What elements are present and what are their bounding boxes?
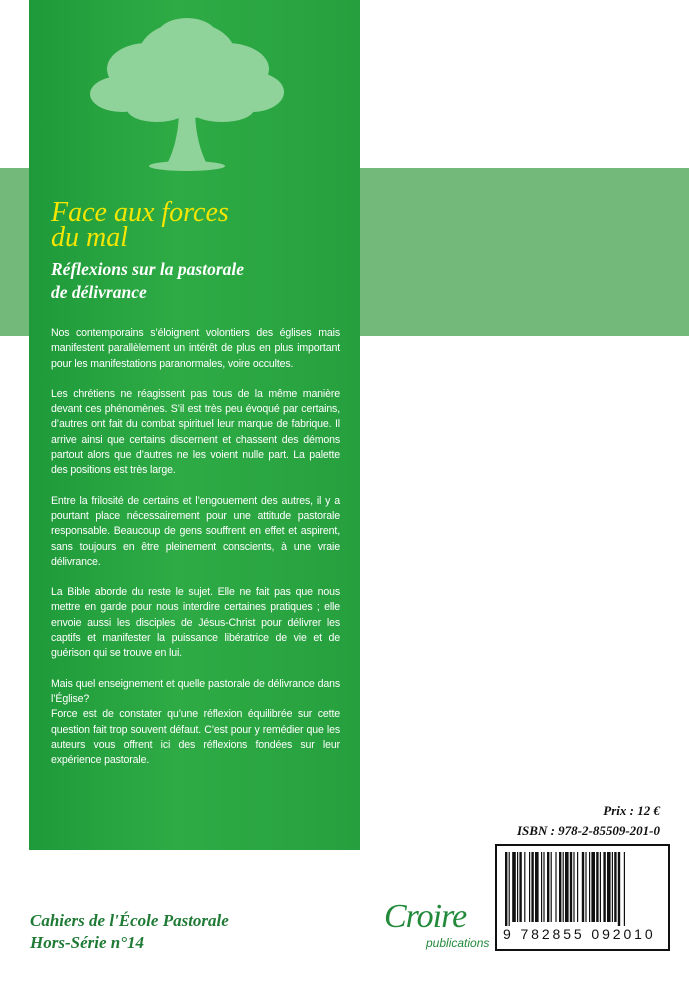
- barcode-bar: [563, 852, 564, 922]
- barcode-bar: [612, 852, 613, 922]
- barcode-bar: [541, 852, 542, 922]
- barcode-bar: [570, 852, 572, 922]
- isbn: ISBN : 978-2-85509-201-0: [517, 823, 660, 838]
- price: Prix : 12 €: [603, 803, 660, 818]
- publisher-name: Croire: [384, 898, 467, 935]
- barcode-bar: [600, 852, 601, 922]
- series-line-1: Cahiers de l'École Pastorale: [30, 911, 229, 930]
- barcode-bar: [603, 852, 605, 922]
- barcode-bar: [596, 852, 598, 922]
- barcode-bar: [565, 852, 569, 922]
- publisher-logo: [380, 898, 490, 954]
- barcode-bar: [591, 852, 595, 922]
- series-title: [30, 910, 229, 954]
- subtitle-line-2: de délivrance: [51, 282, 147, 302]
- barcode-bar: [607, 852, 611, 922]
- blurb-paragraph: Entre la frilosité de certains et l’engouement des autres, il y a pourtant place nécessairement pour une attitude pastorale responsable. Beaucoup de gens souffrent en effet et aspirent, sans toujours en être pleinement conscients, à une vraie délivrance.: [51, 494, 340, 568]
- barcode-bar: [577, 852, 578, 922]
- title-line-1: Face aux forces: [51, 197, 229, 228]
- barcode-bar: [531, 852, 533, 922]
- barcode-bar: [547, 852, 549, 922]
- title-line-2: du mal: [51, 222, 128, 253]
- barcode-bar: [551, 852, 552, 922]
- publisher-sub: publications: [426, 936, 490, 950]
- barcode-bar: [589, 852, 590, 922]
- blurb-paragraph: Mais quel enseignement et quelle pastorale de délivrance dans l’Église?: [51, 677, 340, 705]
- barcode-bar: [509, 852, 510, 926]
- barcode-bar: [559, 852, 561, 922]
- book-title: [51, 197, 351, 253]
- barcode-bar: [543, 852, 544, 922]
- barcode: [495, 844, 670, 951]
- barcode-bar: [582, 852, 584, 922]
- blurb: [51, 326, 340, 768]
- barcode-bars: [505, 852, 660, 926]
- barcode-bar: [512, 852, 516, 922]
- tree-icon: [87, 14, 287, 174]
- barcode-bar: [618, 852, 620, 926]
- barcode-digits: 9 782855 092010: [503, 926, 656, 942]
- barcode-bar: [573, 852, 574, 922]
- series-line-2: Hors-Série n°14: [30, 933, 145, 952]
- barcode-bar: [535, 852, 539, 922]
- barcode-bar: [517, 852, 518, 922]
- blurb-paragraph: La Bible aborde du reste le sujet. Elle ne fait pas que nous mettre en garde pour nous interdire certaines pratiques ; elle envoie aussi les disciples de Jésus-Christ pour délivrer les captifs et manifester la puissance libératrice de vie et de guérison qui se trouve en lui.: [51, 586, 340, 660]
- barcode-bar: [529, 852, 530, 922]
- barcode-bar: [624, 852, 625, 926]
- book-subtitle: [51, 258, 351, 304]
- barcode-bar: [519, 852, 521, 922]
- blurb-paragraph: Nos contemporains s’éloignent volontiers des églises mais manifestent parallèlement un intérêt de plus en plus important pour les manifestations paranormales, voire occultes.: [51, 327, 340, 370]
- subtitle-line-1: Réflexions sur la pastorale: [51, 259, 245, 279]
- barcode-bar: [505, 852, 507, 926]
- blurb-paragraph: Les chrétiens ne réagissent pas tous de la même manière devant ces phénomènes. S’il est très peu évoqué par certains, d’autres ont fait du combat spirituel leur marque de fabrique. Il arrive ainsi que certains discernent et chassent des démons partout alors que d’autres ne les voient nulle part. La palette des positions est très large.: [51, 387, 340, 477]
- blurb-paragraph: Force est de constater qu’une réflexion équilibrée sur cette question fait trop souvent défaut. C’est pour y remédier que les auteurs vous offrent ici des réflexions fondées sur leur expérience pastorale.: [51, 708, 340, 767]
- barcode-bar: [524, 852, 525, 922]
- barcode-bar: [585, 852, 586, 922]
- barcode-bar: [614, 852, 616, 922]
- green-column: [29, 0, 360, 850]
- barcode-bar: [555, 852, 556, 922]
